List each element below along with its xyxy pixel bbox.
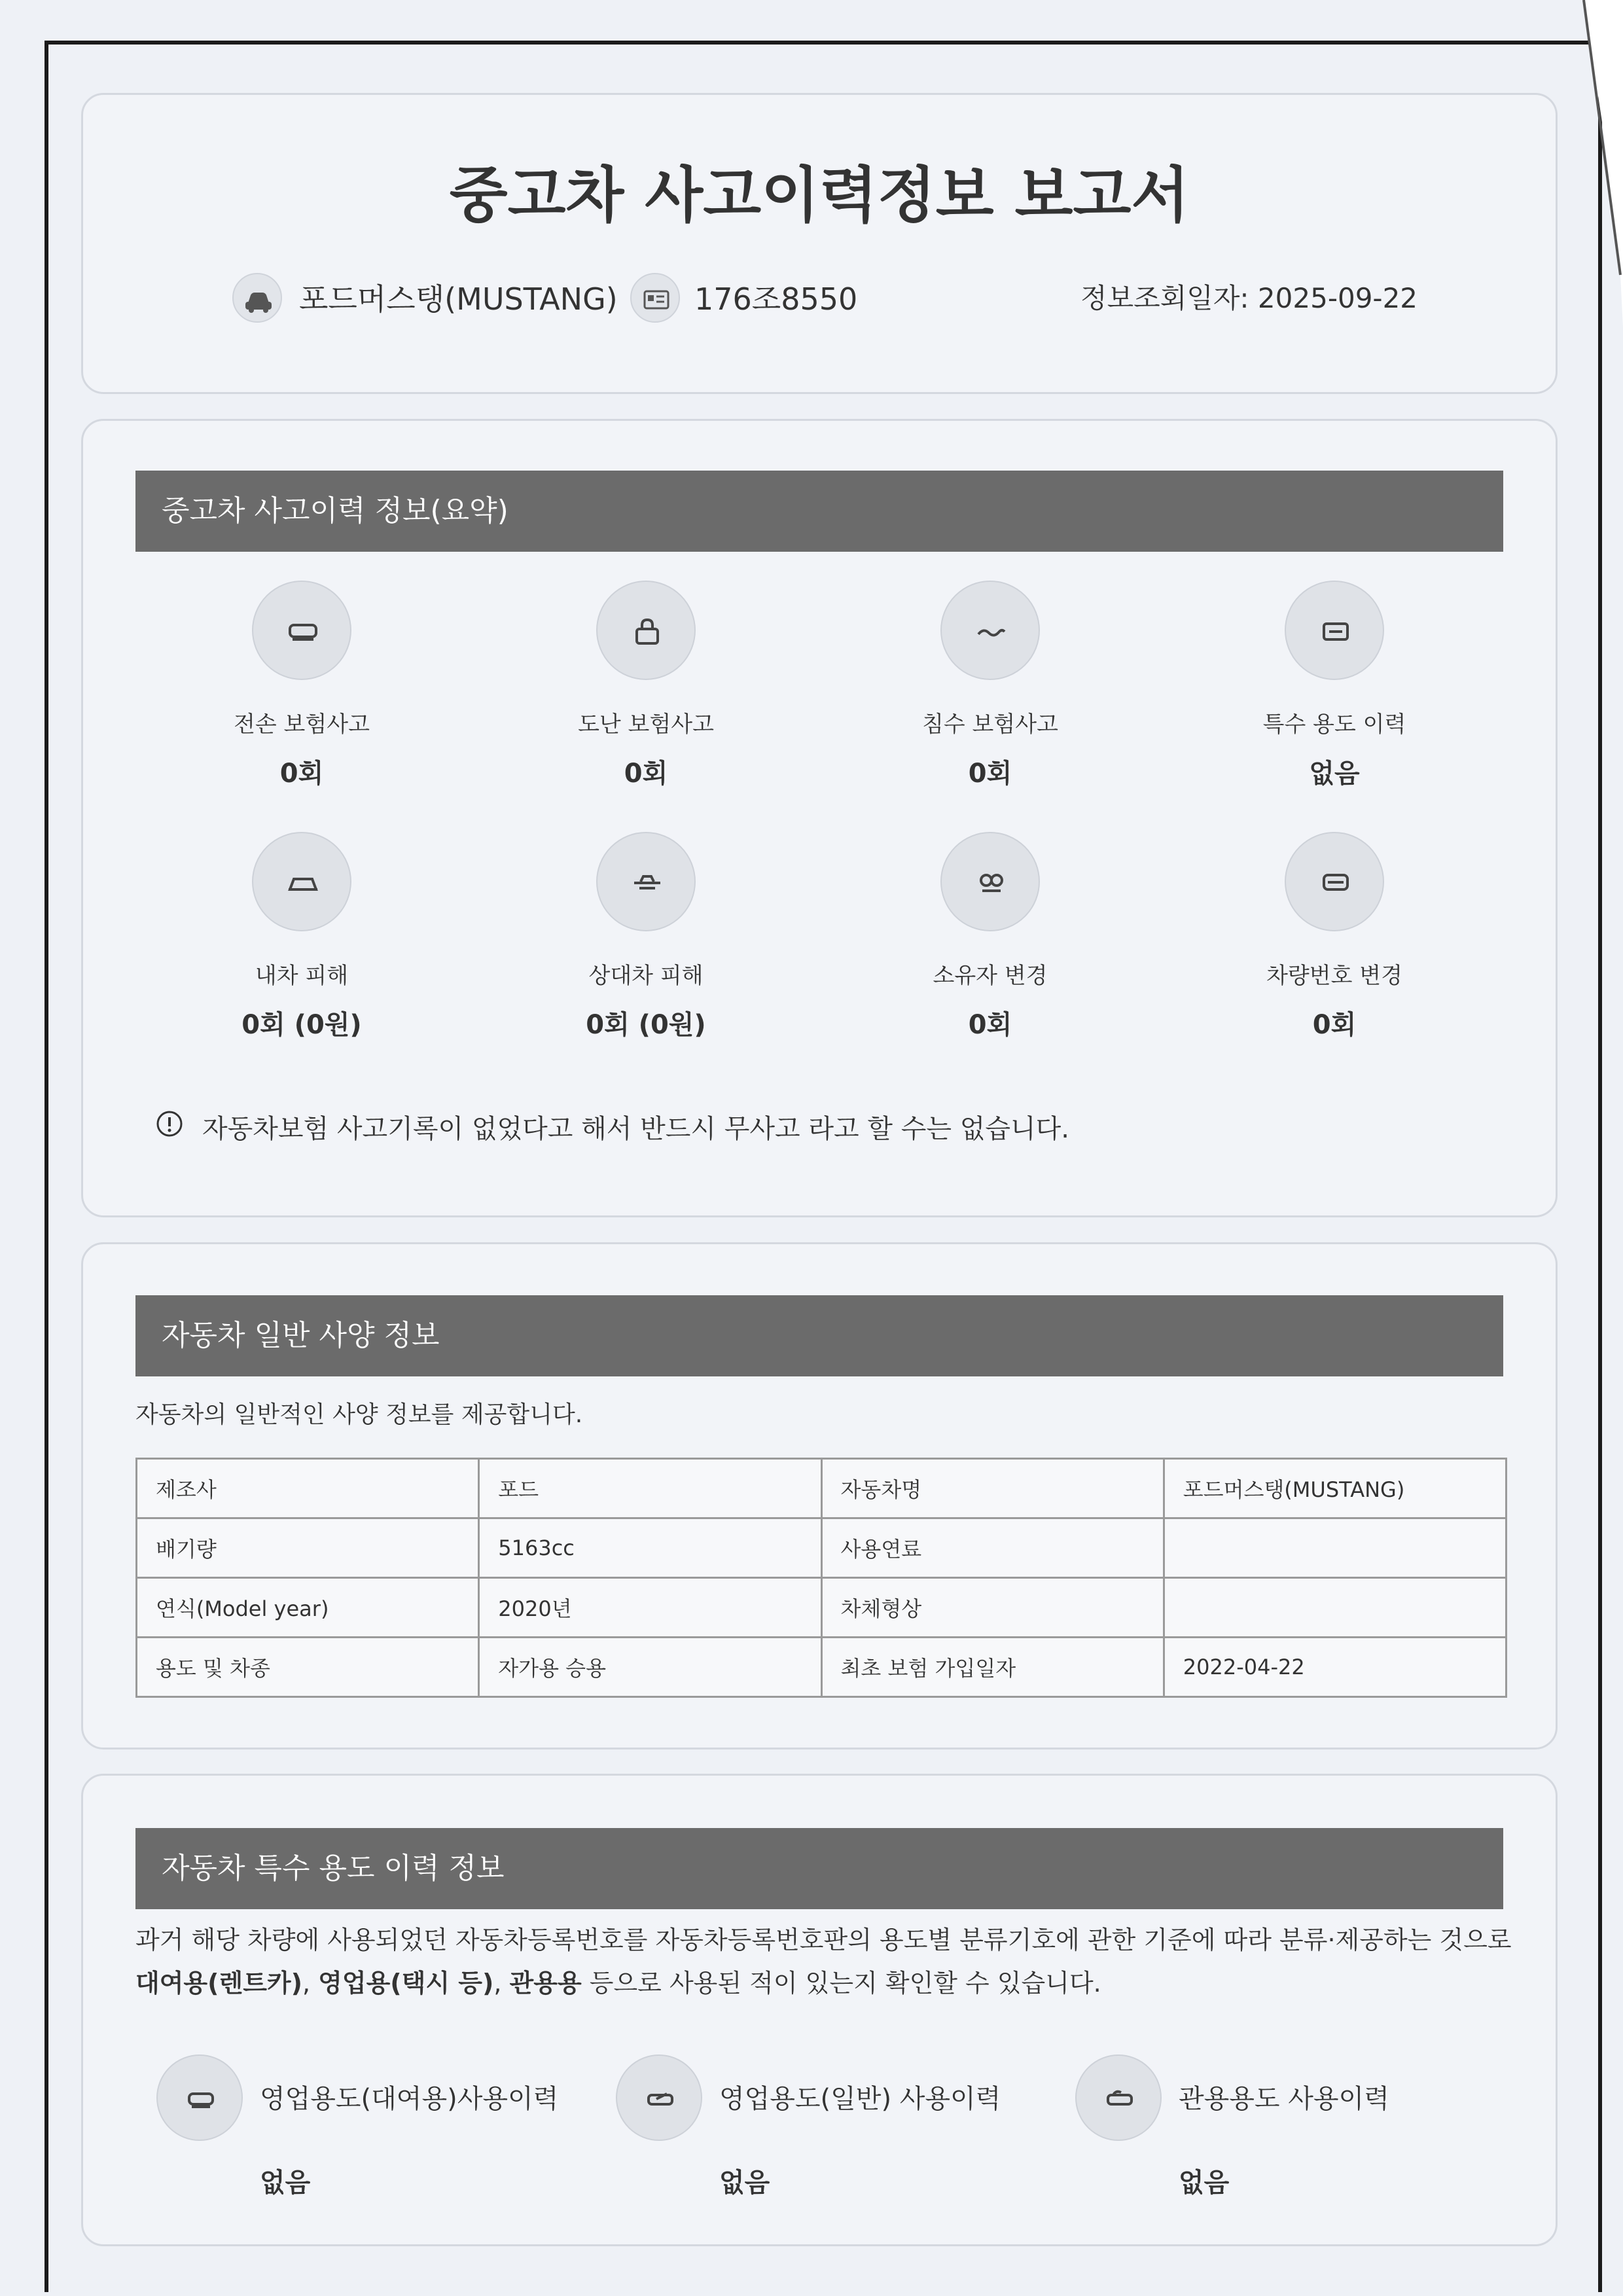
special-use-label: 관용용도 사용이력 (1179, 2084, 1389, 2114)
special-use-value: 없음 (1179, 2168, 1230, 2198)
wave-icon (940, 581, 1040, 680)
summary-label: 도난 보험사고 (578, 711, 714, 738)
summary-label: 특수 용도 이력 (1262, 711, 1406, 738)
table-row (137, 1638, 1507, 1697)
table-cell: 사용연료 (821, 1518, 1164, 1578)
special-use-card (81, 1774, 1558, 2246)
info-icon (155, 1109, 184, 1138)
notice-text-after: 라고 할 수는 없습니다. (800, 1114, 1069, 1144)
id-card-icon (630, 273, 680, 323)
desc-rest: 등으로 사용된 적이 있는지 확인할 수 있습니다. (581, 1969, 1101, 1998)
table-cell: 2022-04-22 (1164, 1638, 1506, 1697)
summary-value: 0회 (968, 1010, 1012, 1040)
table-cell: 자가용 승용 (479, 1638, 821, 1697)
table-cell: 포드머스탱(MUSTANG) (1164, 1459, 1506, 1518)
spec-table (135, 1458, 1507, 1698)
table-cell: 연식(Model year) (137, 1578, 479, 1638)
plate-number: 176조8550 (694, 281, 858, 317)
summary-item-total-loss (171, 581, 433, 790)
summary-value: 0회 (0원) (241, 1010, 362, 1040)
special-use-value: 없음 (260, 2168, 311, 2198)
desc-rental: 대여용(렌트카) (135, 1969, 302, 1998)
rental-car-icon (156, 2054, 243, 2141)
summary-value: 없음 (1309, 759, 1360, 789)
owner-change-icon (940, 832, 1040, 931)
spec-card (81, 1242, 1558, 1749)
special-use-value: 없음 (719, 2168, 770, 2198)
special-use-description (135, 1918, 1512, 2005)
summary-card (81, 419, 1558, 1217)
summary-label: 내차 피해 (255, 963, 349, 989)
summary-label: 상대차 피해 (588, 963, 704, 989)
summary-value: 0회 (1312, 1010, 1357, 1040)
table-cell: 용도 및 차종 (137, 1638, 479, 1697)
car-icon (232, 273, 282, 323)
summary-value: 0회 (968, 759, 1012, 789)
summary-heading: 중고차 사고이력 정보(요약) (135, 471, 1503, 552)
desc-commercial: 영업용(택시 등) (318, 1969, 494, 1998)
table-cell (1164, 1518, 1506, 1578)
report-title: 중고차 사고이력정보 보고서 (449, 160, 1190, 230)
special-use-heading: 자동차 특수 용도 이력 정보 (135, 1828, 1503, 1909)
table-cell: 포드 (479, 1459, 821, 1518)
desc-government: 관용용 (509, 1969, 582, 1998)
total-loss-icon (252, 581, 351, 680)
summary-item-flood (859, 581, 1121, 790)
desc-sep: , (493, 1969, 510, 1998)
other-car-damage-icon (596, 832, 696, 931)
table-row (137, 1578, 1507, 1638)
car-name: 포드머스탱(MUSTANG) (299, 281, 618, 317)
special-use-desc-line1: 과거 해당 차량에 사용되었던 자동차등록번호를 자동차등록번호판의 용도별 분류기호에 관한 기준에 따라 분류·제공하는 것으로 (135, 1926, 1512, 1954)
special-use-label: 영업용도(일반) 사용이력 (719, 2084, 1001, 2114)
notice-text-before: 자동차보험 사고기록이 없었다고 해서 반드시 (202, 1114, 724, 1144)
table-row (137, 1518, 1507, 1578)
table-cell: 제조사 (137, 1459, 479, 1518)
summary-label: 침수 보험사고 (922, 711, 1058, 738)
table-cell: 5163cc (479, 1518, 821, 1578)
notice-text (202, 1108, 1069, 1145)
table-cell: 차체형상 (821, 1578, 1164, 1638)
summary-value: 0회 (624, 759, 668, 789)
my-car-damage-icon (252, 832, 351, 931)
table-cell: 배기량 (137, 1518, 479, 1578)
summary-item-my-car-damage (171, 832, 433, 1041)
summary-item-special-use (1204, 581, 1465, 790)
desc-sep: , (302, 1969, 319, 1998)
spec-description: 자동차의 일반적인 사양 정보를 제공합니다. (135, 1401, 583, 1428)
summary-item-plate-change (1204, 832, 1465, 1041)
table-cell (1164, 1578, 1506, 1638)
special-use-label: 영업용도(대여용)사용이력 (260, 2084, 559, 2114)
summary-item-theft (515, 581, 777, 790)
summary-item-owner-change (859, 832, 1121, 1041)
table-cell: 자동차명 (821, 1459, 1164, 1518)
plate-change-icon (1285, 832, 1384, 931)
summary-value: 0회 (0원) (586, 1010, 706, 1040)
summary-label: 전손 보험사고 (234, 711, 370, 738)
commercial-car-icon (616, 2054, 702, 2141)
table-cell: 2020년 (479, 1578, 821, 1638)
table-row (137, 1459, 1507, 1518)
government-car-icon (1075, 2054, 1162, 2141)
query-date: 정보조회일자: 2025-09-22 (1080, 282, 1418, 314)
summary-item-other-car-damage (515, 832, 777, 1041)
lock-icon (596, 581, 696, 680)
notice-text-emphasis: 무사고 (724, 1114, 800, 1144)
special-use-desc-line2 (135, 1962, 1512, 2005)
summary-label: 차량번호 변경 (1266, 963, 1402, 989)
card-icon (1285, 581, 1384, 680)
header-card (81, 93, 1558, 394)
table-cell: 최초 보험 가입일자 (821, 1638, 1164, 1697)
summary-label: 소유자 변경 (933, 963, 1048, 989)
spec-heading: 자동차 일반 사양 정보 (135, 1295, 1503, 1376)
summary-value: 0회 (279, 759, 324, 789)
